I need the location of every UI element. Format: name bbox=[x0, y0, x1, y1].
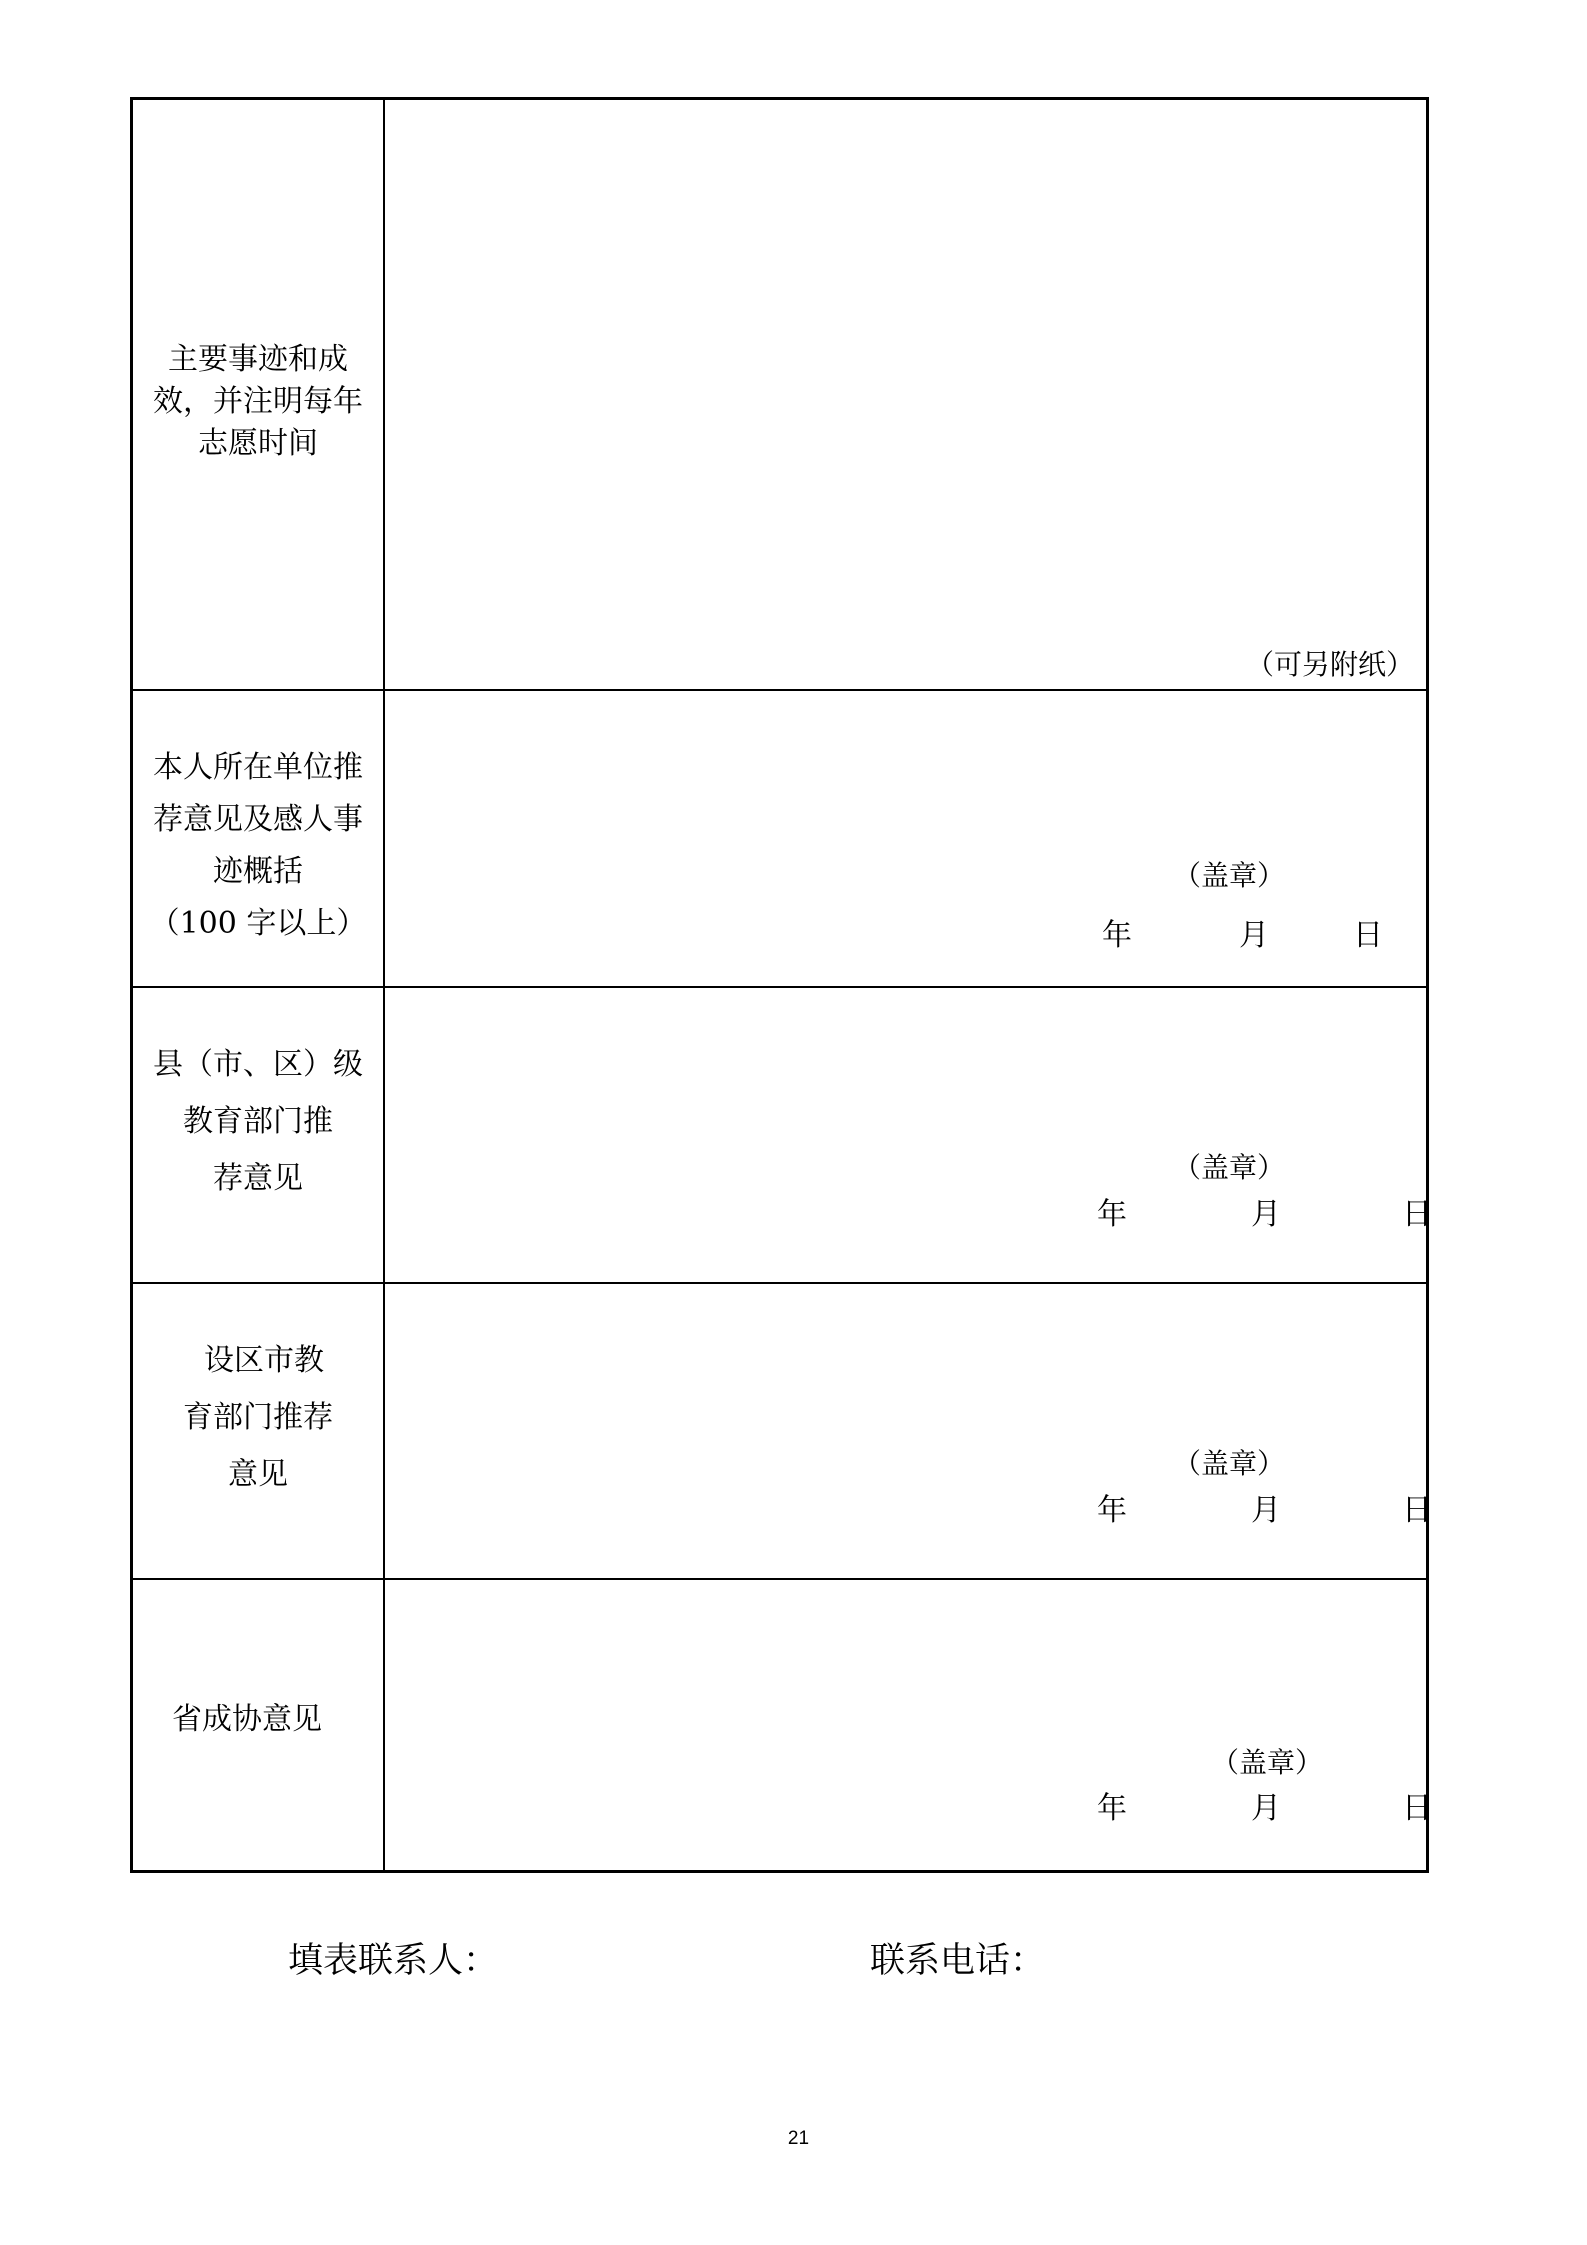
date-day: 日 bbox=[1402, 1493, 1432, 1528]
county-recommendation-field[interactable] bbox=[385, 988, 1432, 1282]
county-recommendation-label-line: 荐意见 bbox=[213, 1160, 303, 1196]
city-recommendation-label-line: 设区市教 bbox=[204, 1342, 324, 1378]
provincial-opinion-label-line: 省成协意见 bbox=[172, 1702, 322, 1737]
unit-recommendation-label-line: 本人所在单位推 bbox=[153, 749, 363, 785]
date-year: 年 bbox=[1097, 1197, 1127, 1232]
achievements-label-line: 效，并注明每年 bbox=[153, 383, 363, 419]
date-month: 月 bbox=[1239, 918, 1269, 953]
unit-recommendation-label-line: 迹概括 bbox=[213, 853, 303, 889]
contact-phone-label: 联系电话： bbox=[870, 1941, 1046, 1981]
achievements-label-line: 主要事迹和成 bbox=[168, 341, 348, 377]
contact-person-label: 填表联系人： bbox=[288, 1941, 499, 1981]
date-month: 月 bbox=[1251, 1493, 1281, 1528]
city-recommendation-row bbox=[133, 1282, 1432, 1578]
date-day: 日 bbox=[1402, 1791, 1432, 1826]
achievements-field[interactable] bbox=[385, 100, 1426, 689]
achievements-row bbox=[133, 100, 1426, 689]
city-recommendation-field[interactable] bbox=[385, 1284, 1432, 1578]
unit-recommendation-label-line: （100 字以上） bbox=[149, 905, 367, 941]
unit-recommendation-label bbox=[133, 691, 383, 986]
unit-recommendation-row bbox=[133, 689, 1426, 986]
date-day: 日 bbox=[1402, 1197, 1432, 1232]
city-recommendation-label-line: 育部门推荐 bbox=[183, 1399, 333, 1435]
date-month: 月 bbox=[1251, 1197, 1281, 1232]
provincial-opinion-field[interactable] bbox=[385, 1580, 1432, 1870]
provincial-opinion-label bbox=[133, 1580, 383, 1870]
date-year: 年 bbox=[1097, 1791, 1127, 1826]
attach-extra-sheet-note: （可另附纸） bbox=[1245, 648, 1414, 681]
county-recommendation-label bbox=[133, 988, 383, 1282]
county-recommendation-label-line: 教育部门推 bbox=[183, 1103, 333, 1139]
county-recommendation-label-line: 县（市、区）级 bbox=[153, 1046, 363, 1082]
page-number: 21 bbox=[787, 2128, 810, 2149]
city-recommendation-label bbox=[133, 1284, 383, 1578]
city-recommendation-label-line: 意见 bbox=[228, 1456, 288, 1492]
county-recommendation-row bbox=[133, 986, 1432, 1282]
date-year: 年 bbox=[1097, 1493, 1127, 1528]
provincial-opinion-row bbox=[133, 1578, 1432, 1870]
date-month: 月 bbox=[1251, 1791, 1281, 1826]
stamp-mark: （盖章） bbox=[1173, 859, 1286, 892]
unit-recommendation-field[interactable] bbox=[385, 691, 1426, 986]
achievements-label-line: 志愿时间 bbox=[198, 425, 318, 461]
date-year: 年 bbox=[1102, 918, 1132, 953]
unit-recommendation-label-line: 荐意见及感人事 bbox=[153, 801, 363, 837]
achievements-label bbox=[133, 100, 383, 689]
stamp-mark: （盖章） bbox=[1173, 1151, 1286, 1184]
stamp-mark: （盖章） bbox=[1173, 1447, 1286, 1480]
nomination-form-table bbox=[130, 97, 1432, 1873]
stamp-mark: （盖章） bbox=[1211, 1746, 1324, 1779]
date-day: 日 bbox=[1353, 918, 1383, 953]
